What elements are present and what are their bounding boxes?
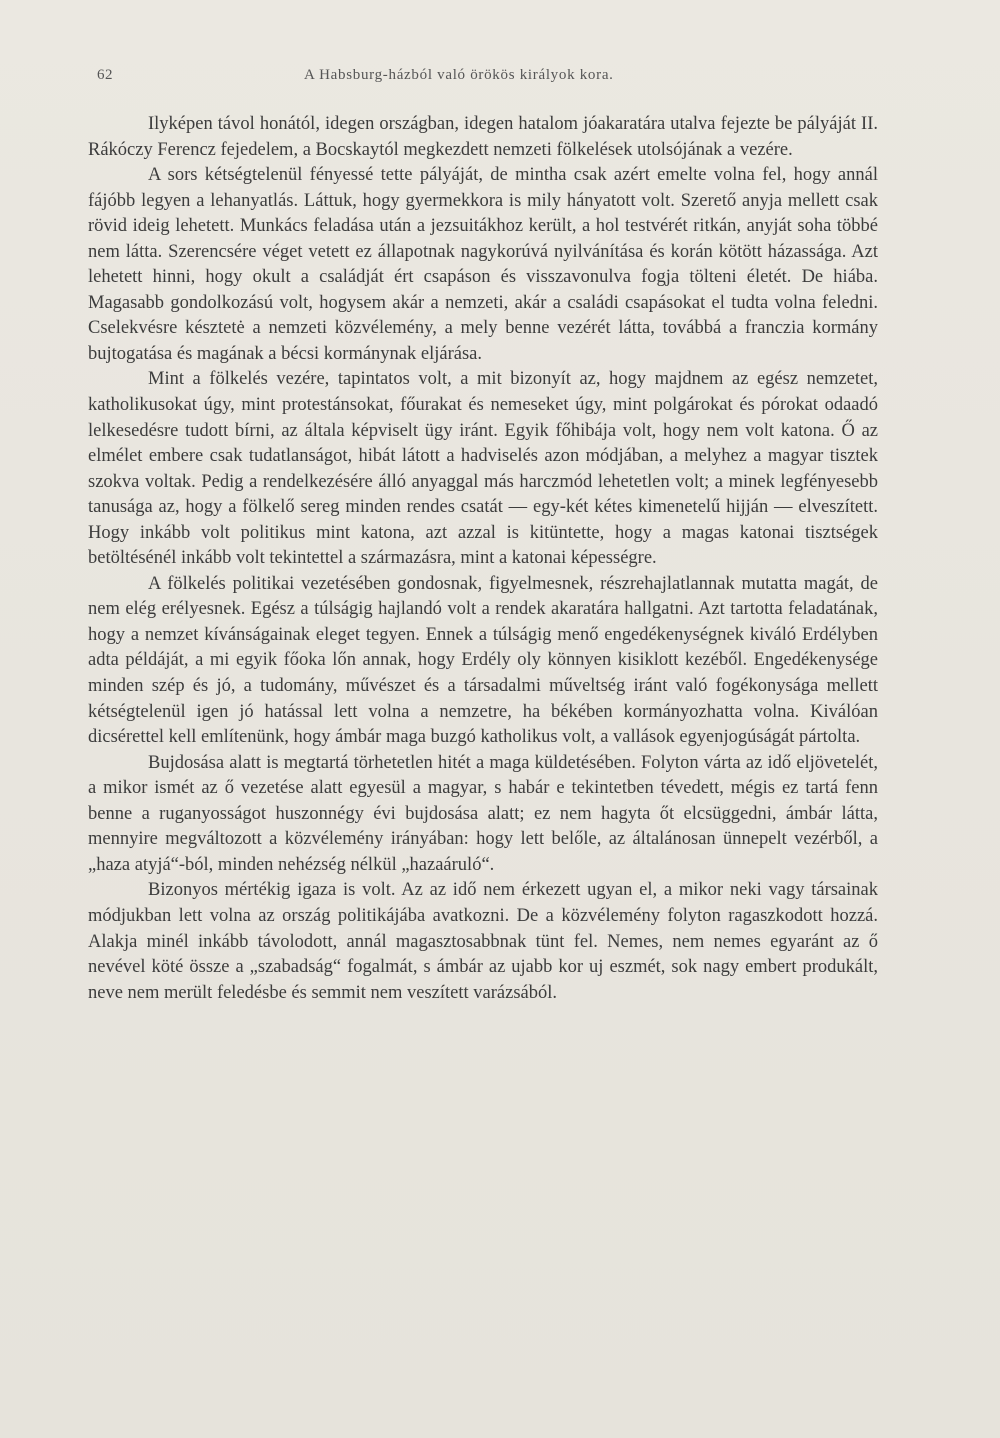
paragraph-5: Bujdosása alatt is megtartá törhetetlen hitét a maga küldetésében. Folyton várta az idő eljövetelét, a mikor ismét az ő vezetése alatt egyesül a magyar, s habár e tekintetben tévedett, mégis ez tartá fenn benne a ruganyosságot huszonnégy évi bujdosása alatt; ez nem hagyta őt elcsüggedni, ámbár látta, mennyire megváltozott a közvélemény irányában: hogy lett belőle, az általánosan ünnepelt vezérből, a „haza atyjá“-ból, minden nehézség nélkül „hazaáruló“.	[88, 752, 878, 875]
page-number: 62	[97, 67, 113, 83]
paragraph-2: A sors kétségtelenül fényessé tette pályáját, de mintha csak azért emelte volna fel, hogy annál fájóbb legyen a lehanyatlás. Láttuk, hogy gyermekkora is mily hányatott volt. Szerető anyja mellett csak rövid ideig lehetett. Munkács feladása után a jezsuitákhoz került, a hol testvérét ritkán, anyját soha többé nem látta. Szerencsére véget vetett ez állapotnak nagykorúvá nyilvánítása és korán kötött házassága. Azt lehetett hinni, hogy okult a családját ért csapáson és visszavonulva fogja tölteni életét. De hiába. Magasabb gondolkozású volt, hogysem akár a nemzeti, akár a családi csapásokat el tudta volna feledni. Cselekvésre késztetė a nemzeti közvélemény, a mely benne vezérét látta, továbbá a franczia kormány bujtogatása és magának a bécsi kormánynak eljárása.	[88, 165, 878, 364]
paragraph-6: Bizonyos mértékig igaza is volt. Az az idő nem érkezett ugyan el, a mikor neki vagy társainak módjukban lett volna az ország politikájába avatkozni. De a közvélemény folyton ragaszkodott hozzá. Alakja minél inkább távolodott, annál magasztosabbnak tünt fel. Nemes, nem nemes egyaránt az ő nevével köté össze a „szabadság“ fogalmát, s ámbár az ujabb kor uj eszmét, sok nagy embert produkált, neve nem merült feledésbe és semmit nem veszített varázsából.	[88, 880, 878, 1003]
body-text	[88, 112, 878, 1006]
running-header	[97, 62, 877, 92]
paragraph-4: A fölkelés politikai vezetésében gondosnak, figyelmesnek, részrehajlatlannak mutatta magát, de nem elég erélyesnek. Egész a túlságig hajlandó volt a rendek akaratára hallgatni. Azt tartotta feladatának, hogy a nemzet kívánságainak eleget tegyen. Ennek a túlságig menő engedékenységnek kiváló Erdélyben adta példáját, a mi egyik főoka lőn annak, hogy Erdély oly könnyen kisiklott kezéből. Engedékenysége minden szép és jó, a tudomány, művészet és a társadalmi műveltség iránt való fogékonysága mellett kétségtelenül igen jó hatással lett volna a nemzetre, ha békében kormányozhatta volna. Kiválóan dicsérettel kell említenünk, hogy ámbár maga buzgó katholikus volt, a vallások egyenjogúságát pártolta.	[88, 573, 878, 748]
paragraph-1: Ilyképen távol honától, idegen országban, idegen hatalom jóakaratára utalva fejezte be pályáját II. Rákóczy Ferencz fejedelem, a Bocskaytól megkezdett nemzeti fölkelések utolsójának a vezére.	[88, 114, 878, 160]
paragraph-3: Mint a fölkelés vezére, tapintatos volt, a mit bizonyít az, hogy majdnem az egész nemzetet, katholikusokat úgy, mint protestánsokat, főurakat és nemeseket úgy, mint polgárokat és pórokat odaadó lelkesedésre tudott bírni, az általa képviselt ügy iránt. Egyik főhibája volt, hogy nem volt katona. Ő az elmélet embere csak tudatlanságot, hibát látott a hadviselés azon módjában, a melyhez a magyar tisztek szokva voltak. Pedig a rendelkezésére álló anyaggal más harczmód lehetetlen volt; a minek legfényesebb tanusága az, hogy a fölkelő sereg minden rendes csatát — egy-két kétes kimenetelű hijján — elveszített. Hogy inkább volt politikus mint katona, azt azzal is kitüntette, hogy a magas katonai tisztségek betöltésénél inkább volt tekintettel a származásra, mint a katonai képességre.	[88, 369, 878, 569]
running-title: A Habsburg-házból való örökös királyok kora.	[304, 67, 614, 83]
